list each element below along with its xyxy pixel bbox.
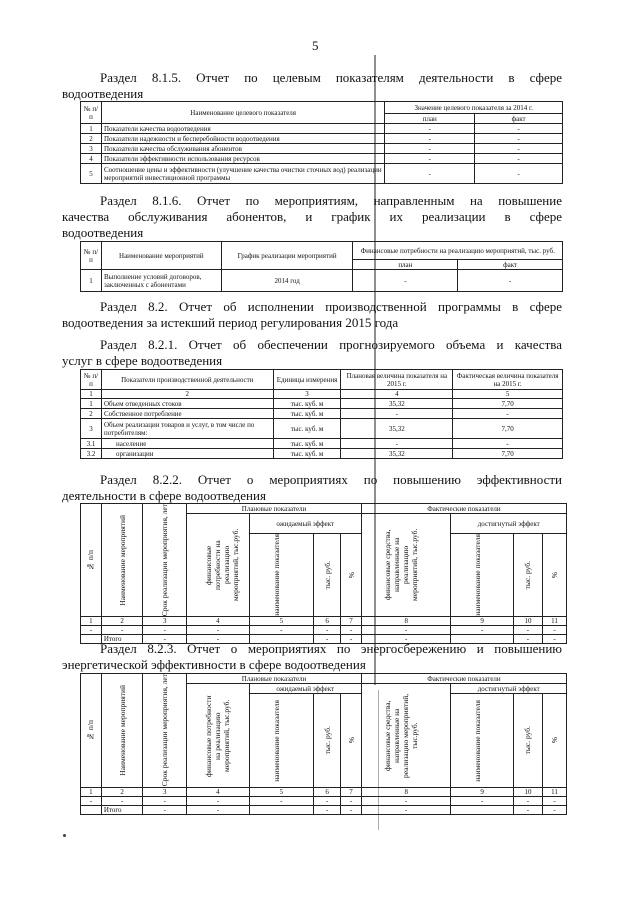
table-row: 3.1 население тыс. куб. м - -	[81, 439, 563, 449]
col-num: № п/п	[81, 242, 102, 270]
table-row: - - - - - - - - - - -	[81, 797, 567, 806]
table-8-2-1	[80, 369, 563, 459]
col-plan: план	[353, 260, 458, 270]
col-pct: %	[346, 572, 356, 579]
table-row: 2 Показатели надежности и бесперебойности водоотведения - -	[81, 134, 563, 144]
table-row: 1 Показатели качества водоотведения - -	[81, 124, 563, 134]
col-actual: Фактические показатели	[361, 504, 566, 514]
col-expected: ожидаемый эффект	[249, 684, 361, 694]
scan-speck	[63, 834, 66, 837]
col-rub: тыс. руб.	[322, 726, 332, 755]
col-name: Наименование мероприятий	[117, 514, 127, 606]
col-actual: Фактические показатели	[361, 674, 566, 684]
section-8-1-5-heading: Раздел 8.1.5. Отчет по целевым показателям деятельности в сфере водоотведения	[62, 70, 562, 101]
col-name: Наименование мероприятий	[117, 685, 127, 776]
col-fact: факт	[458, 260, 563, 270]
col-value: Значение целевого показателя за 2014 г.	[385, 102, 563, 114]
col-indicator: наименование показателя	[473, 699, 483, 782]
section-8-2-1-heading: Раздел 8.2.1. Отчет об обеспечении прогнозируемого объема и качества услуг в сфере водоотведения	[62, 337, 562, 368]
col-pct: %	[550, 572, 559, 579]
table-8-2-2	[80, 503, 567, 644]
section-8-1-6-heading: Раздел 8.1.6. Отчет по мероприятиям, направленным на повышение качества обслуживания абонентов, и график их реализации в сфере водоотведения	[62, 193, 562, 240]
col-num: № п/п	[81, 370, 102, 390]
section-8-2-3-heading: Раздел 8.2.3. Отчет о мероприятиях по энергосбережению и повышению энергетической эффективности в сфере водоотведения	[62, 641, 562, 672]
total-row: Итого - - - - - - -	[81, 806, 567, 815]
table-row: - - - - - - - - - - -	[81, 626, 567, 635]
col-plan: план	[385, 114, 475, 124]
table-row: 3 Объем реализации товаров и услуг, в том числе по потребителям: тыс. куб. м 35,32 7,70	[81, 419, 563, 439]
col-achieved: достигнутый эффект	[451, 684, 567, 694]
col-fact-fin: финансовые средства, направленные на реализацию мероприятий, тыс.руб.	[383, 528, 420, 602]
col-fact: факт	[475, 114, 563, 124]
col-term: Срок реализации мероприятия, лет	[160, 504, 170, 617]
col-pct: %	[550, 737, 559, 744]
col-unit: Единицы измерения	[273, 370, 341, 390]
col-indicator: наименование показателя	[272, 534, 282, 617]
col-name: Показатели производственной деятельности	[101, 370, 273, 390]
col-num: № п/п	[86, 549, 96, 571]
col-indicator: наименование показателя	[272, 699, 282, 782]
table-8-1-5	[80, 101, 563, 184]
col-num: № п/п	[81, 102, 102, 124]
col-term: Срок реализации мероприятия, лет	[160, 674, 170, 787]
col-num: № п/п	[86, 720, 96, 741]
section-8-2-2-heading: Раздел 8.2.2. Отчет о мероприятиях по повышению эффективности деятельности в сфере водоотведения	[62, 472, 562, 503]
col-rub: тыс. руб.	[523, 561, 533, 590]
col-name: Наименование целевого показателя	[101, 102, 384, 124]
table-row: 4 Показатели эффективности использования ресурсов - -	[81, 154, 563, 164]
table-row: 3 Показатели качества обслуживания абонентов - -	[81, 144, 563, 154]
col-rub: тыс. руб.	[322, 561, 332, 590]
col-planned: Плановые показатели	[187, 674, 362, 684]
table-row: 1 Объем отведенных стоков тыс. куб. м 35,32 7,70	[81, 399, 563, 409]
col-fin: Финансовые потребности на реализацию мероприятий, тыс. руб.	[353, 242, 563, 260]
index-row: 1 2 3 4 5	[81, 390, 563, 399]
col-fin: финансовые потребности на реализацию мероприятий, тыс.руб.	[203, 528, 240, 602]
col-pct: %	[346, 737, 356, 744]
col-indicator: наименование показателя	[473, 534, 483, 617]
section-8-2-heading: Раздел 8.2. Отчет об исполнении производственной программы в сфере водоотведения за истекший период регулирования 2015 года	[62, 299, 562, 330]
index-row: 1 2 3 4 5 6 7 8 9 10 11	[81, 788, 567, 797]
col-fact-fin: финансовые средства, направленные на реализацию мероприятий, тыс.руб.	[383, 693, 420, 778]
page-number: 5	[312, 38, 319, 53]
table-row: 1 Выполнение условий договоров, заключенных с абонентами 2014 год - -	[81, 270, 563, 292]
total-row: Итого - - - - - - -	[81, 635, 567, 644]
table-8-1-6	[80, 241, 563, 292]
col-rub: тыс. руб.	[523, 726, 533, 755]
table-row: 3.2 организации тыс. куб. м 35,32 7,70	[81, 449, 563, 459]
col-expected: ожидаемый эффект	[249, 514, 361, 534]
table-row: 2 Собственное потребление тыс. куб. м - -	[81, 409, 563, 419]
col-fin: финансовые потребности на реализацию мероприятий, тыс.руб.	[203, 694, 231, 777]
col-fact: Фактическая величина показателя на 2015 г.	[453, 370, 563, 390]
table-row: 5 Соотношение цены и эффективности (улучшение качества очистки сточных вод) реализации мероприятий инвестиционной программы - -	[81, 164, 563, 184]
col-achieved: достигнутый эффект	[451, 514, 567, 534]
table-8-2-3	[80, 673, 567, 815]
col-schedule: График реализации мероприятий	[221, 242, 353, 270]
index-row: 1 2 3 4 5 6 7 8 9 10 11	[81, 617, 567, 626]
col-planned: Плановые показатели	[187, 504, 362, 514]
col-plan: Плановая величина показателя на 2015 г.	[341, 370, 453, 390]
col-name: Наименование мероприятий	[101, 242, 221, 270]
